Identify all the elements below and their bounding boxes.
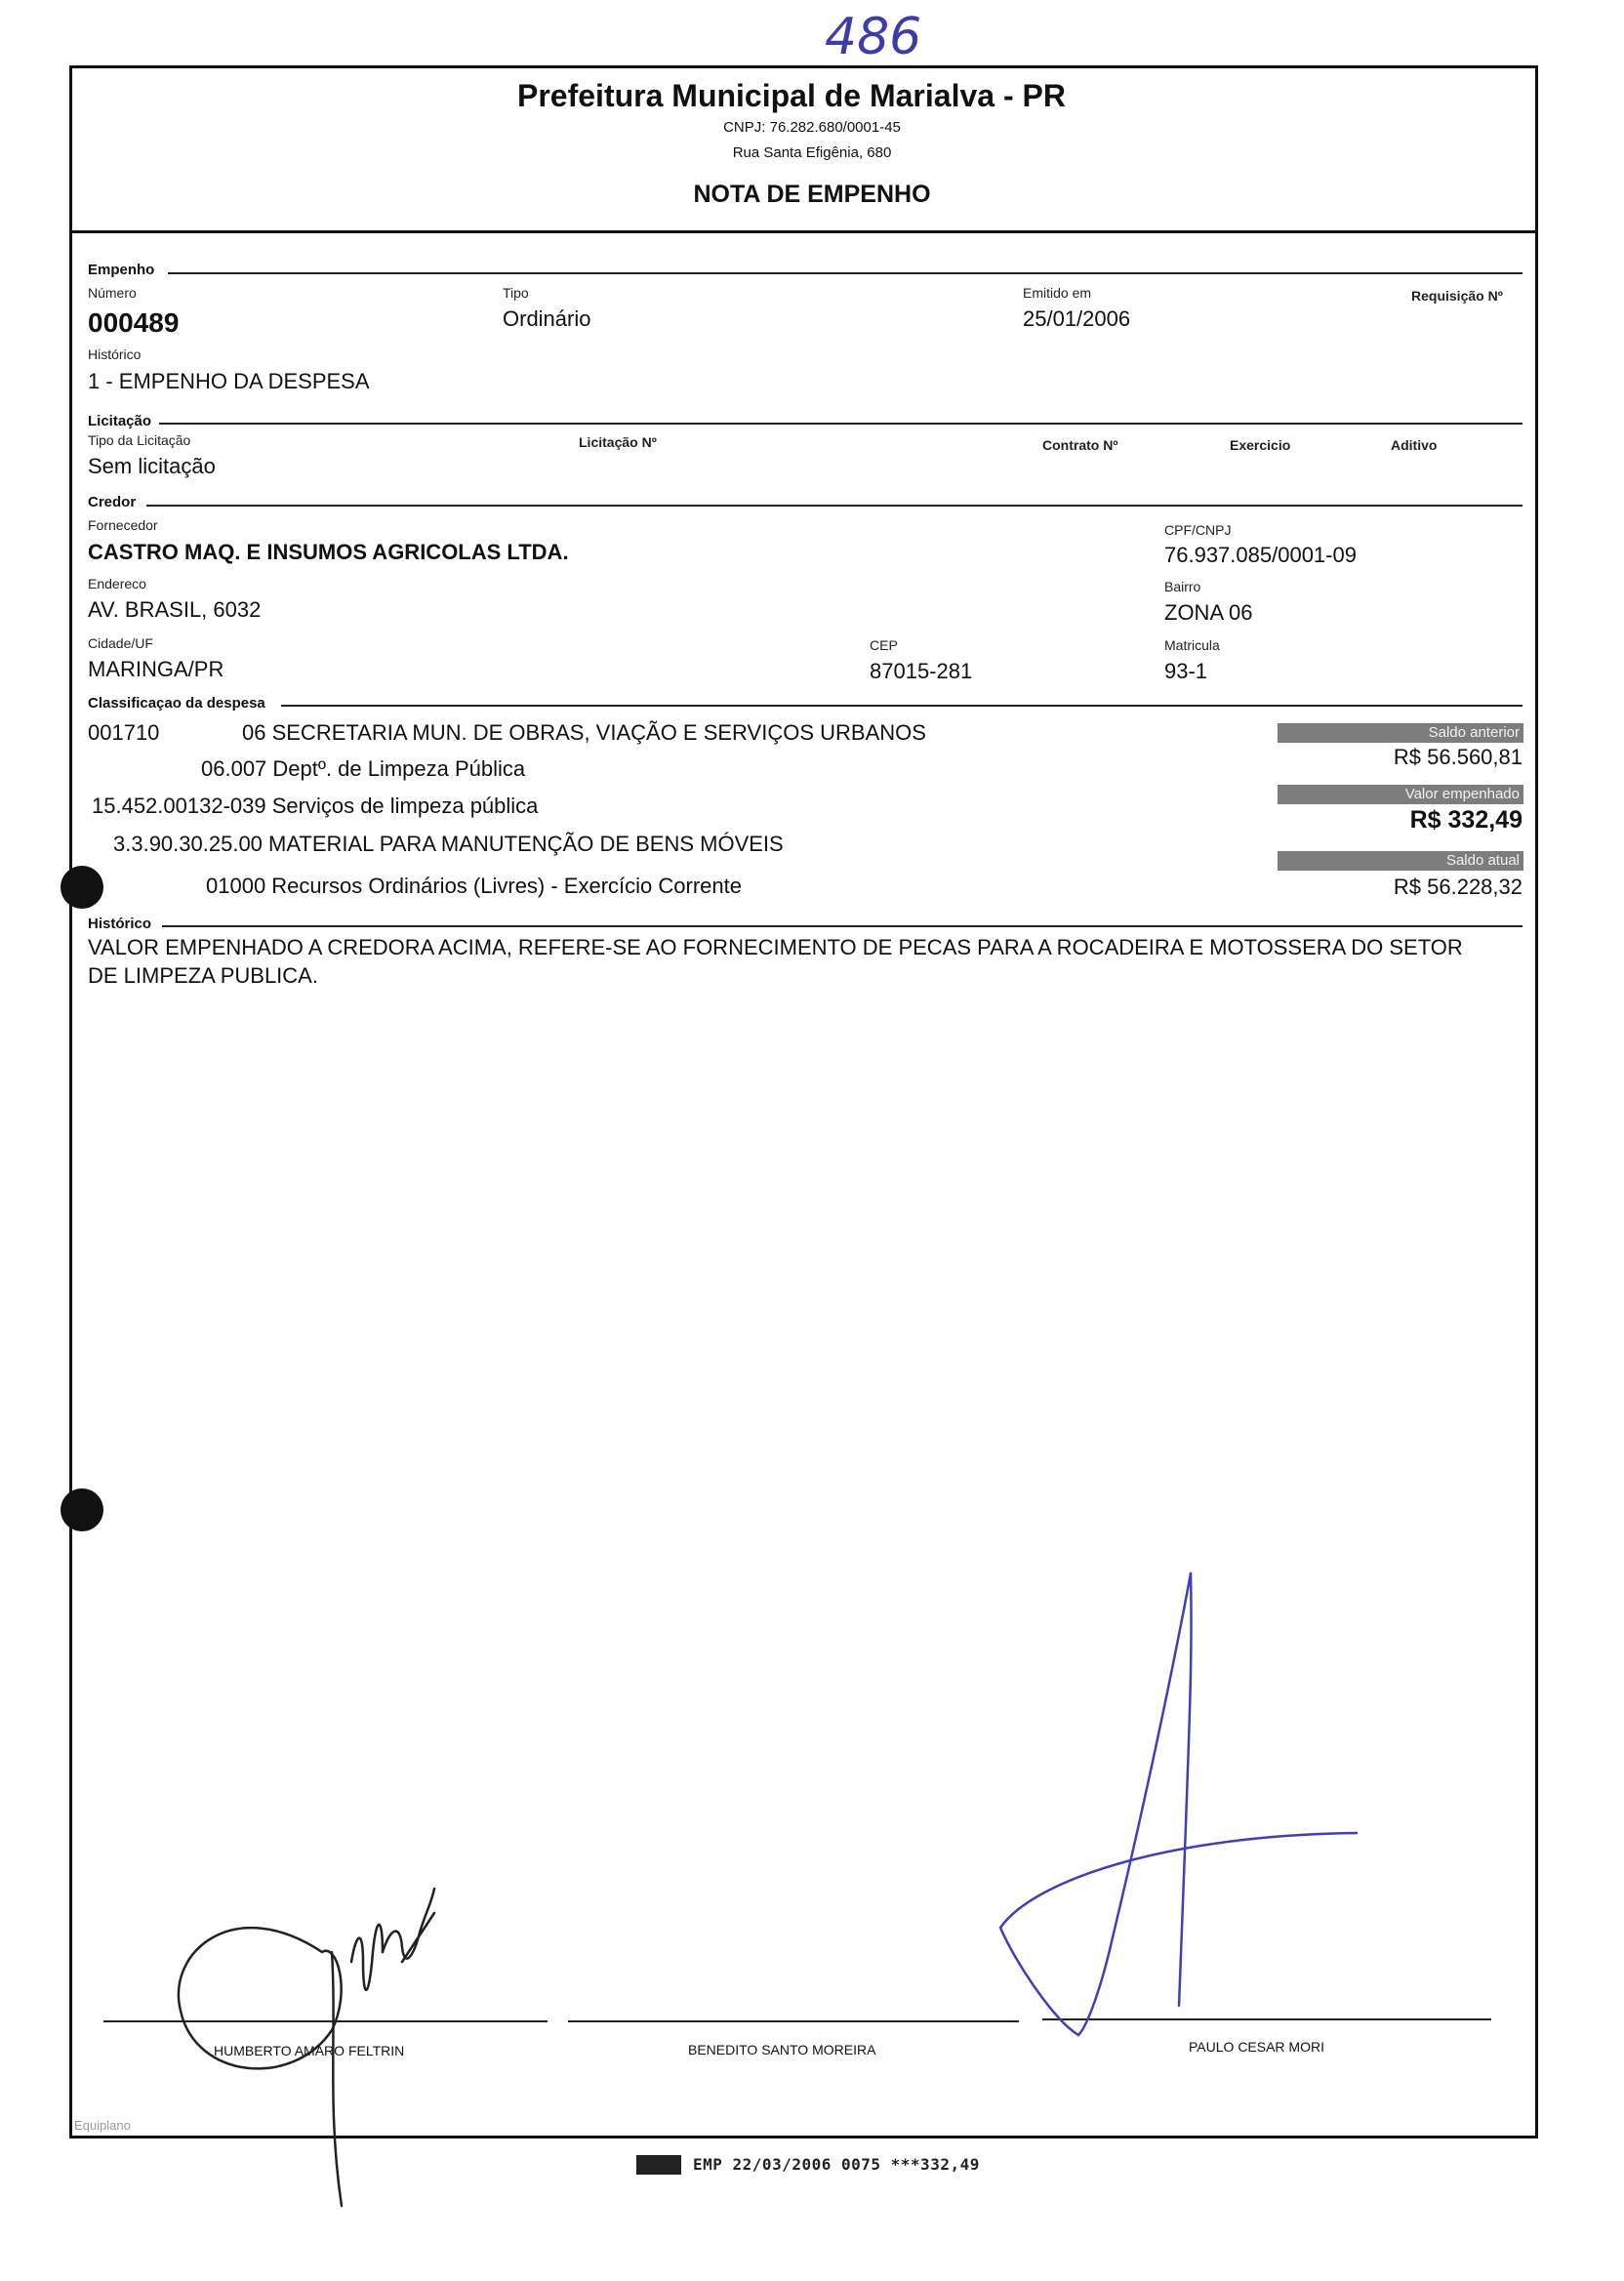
classificacao-section-label: Classificaçao da despesa bbox=[88, 695, 265, 712]
cep-label: CEP bbox=[870, 637, 898, 653]
classificacao-line-orgao: 06 SECRETARIA MUN. DE OBRAS, VIAÇÃO E SERVIÇOS URBANOS bbox=[242, 720, 926, 745]
credor-section-label: Credor bbox=[88, 494, 137, 510]
cidade-label: Cidade/UF bbox=[88, 635, 153, 651]
saldo-atual-label: Saldo atual bbox=[1445, 852, 1520, 869]
software-watermark: Equiplano bbox=[74, 2118, 131, 2133]
historico-line-1: VALOR EMPENHADO A CREDORA ACIMA, REFERE-SE AO FORNECIMENTO DE PECAS PARA A ROCADEIRA E MOTOSSERA DO SETOR bbox=[88, 935, 1463, 959]
header-address: Rua Santa Efigênia, 680 bbox=[732, 144, 892, 161]
empenho-historico-label: Histórico bbox=[88, 346, 142, 362]
valor-empenhado-label: Valor empenhado bbox=[1404, 786, 1520, 802]
signature-name-1: HUMBERTO AMARO FELTRIN bbox=[214, 2043, 405, 2058]
classificacao-line-recurso: 01000 Recursos Ordinários (Livres) - Exercício Corrente bbox=[206, 874, 742, 898]
classificacao-line-unidade: 06.007 Deptº. de Limpeza Pública bbox=[201, 756, 526, 781]
tipo-value: Ordinário bbox=[503, 306, 591, 331]
page-number-handwritten: 486 bbox=[825, 8, 922, 66]
classificacao-line-elemento: 3.3.90.30.25.00 MATERIAL PARA MANUTENÇÃO DE BENS MÓVEIS bbox=[113, 832, 784, 856]
emitido-label: Emitido em bbox=[1023, 285, 1092, 301]
document-title: NOTA DE EMPENHO bbox=[693, 181, 931, 208]
stamp-logo bbox=[636, 2155, 681, 2175]
cidade-value: MARINGA/PR bbox=[88, 657, 224, 681]
numero-label: Número bbox=[88, 285, 137, 301]
empenho-section-label: Empenho bbox=[88, 262, 155, 278]
empenho-historico-value: 1 - EMPENHO DA DESPESA bbox=[88, 369, 370, 393]
matricula-value: 93-1 bbox=[1164, 659, 1208, 683]
signature-scrawl-left bbox=[179, 1889, 434, 2206]
bairro-value: ZONA 06 bbox=[1164, 600, 1253, 625]
cep-value: 87015-281 bbox=[870, 659, 973, 683]
licitacao-numero-label: Licitação Nº bbox=[579, 434, 657, 450]
valor-empenhado-value: R$ 332,49 bbox=[1409, 806, 1522, 834]
classificacao-code: 001710 bbox=[88, 720, 160, 745]
endereco-label: Endereco bbox=[88, 576, 146, 591]
header-cnpj: CNPJ: 76.282.680/0001-45 bbox=[723, 119, 901, 136]
classificacao-line-funcional: 15.452.00132-039 Serviços de limpeza pública bbox=[92, 794, 539, 818]
saldo-atual-value: R$ 56.228,32 bbox=[1393, 875, 1522, 899]
contrato-label: Contrato Nº bbox=[1042, 437, 1118, 453]
tipo-licitacao-label: Tipo da Licitação bbox=[88, 432, 191, 448]
endereco-value: AV. BRASIL, 6032 bbox=[88, 597, 262, 622]
empenho-number: 000489 bbox=[88, 307, 180, 338]
signature-scrawl-right bbox=[1000, 1573, 1357, 2035]
fornecedor-value: CASTRO MAQ. E INSUMOS AGRICOLAS LTDA. bbox=[88, 540, 569, 564]
historico-section-label: Histórico bbox=[88, 916, 152, 932]
emitido-value: 25/01/2006 bbox=[1023, 306, 1131, 331]
signature-name-3: PAULO CESAR MORI bbox=[1189, 2039, 1324, 2055]
matricula-label: Matricula bbox=[1164, 637, 1220, 653]
saldo-anterior-value: R$ 56.560,81 bbox=[1393, 745, 1522, 769]
municipality-title: Prefeitura Municipal de Marialva - PR bbox=[517, 78, 1066, 113]
exercicio-label: Exercicio bbox=[1230, 437, 1291, 453]
licitacao-section-label: Licitação bbox=[88, 413, 152, 429]
aditivo-label: Aditivo bbox=[1391, 437, 1438, 453]
cpf-cnpj-value: 76.937.085/0001-09 bbox=[1164, 543, 1357, 567]
tipo-label: Tipo bbox=[503, 285, 529, 301]
signature-name-2: BENEDITO SANTO MOREIRA bbox=[688, 2042, 876, 2057]
bairro-label: Bairro bbox=[1164, 579, 1201, 594]
fornecedor-label: Fornecedor bbox=[88, 517, 158, 533]
historico-line-2: DE LIMPEZA PUBLICA. bbox=[88, 963, 318, 988]
cpf-cnpj-label: CPF/CNPJ bbox=[1164, 522, 1232, 538]
tipo-licitacao-value: Sem licitação bbox=[88, 454, 216, 478]
saldo-anterior-label: Saldo anterior bbox=[1428, 724, 1520, 741]
requisicao-label: Requisição Nº bbox=[1411, 288, 1503, 304]
protocol-stamp: EMP 22/03/2006 0075 ***332,49 bbox=[693, 2155, 980, 2174]
